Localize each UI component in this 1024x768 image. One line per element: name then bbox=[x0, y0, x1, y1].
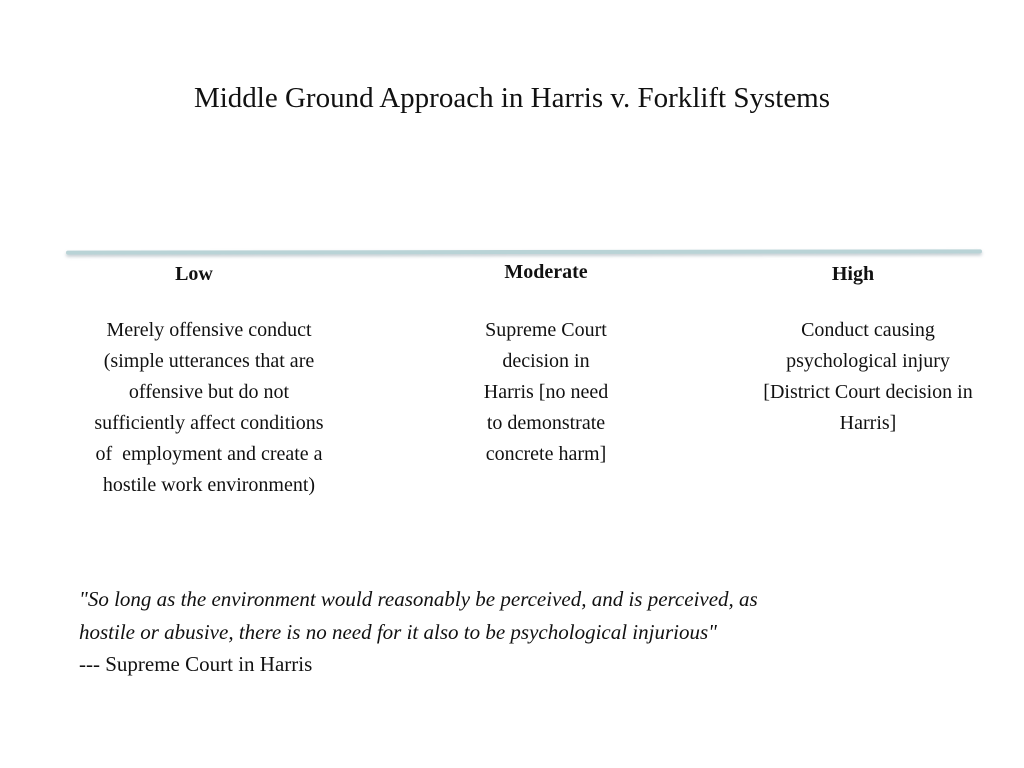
column-line: to demonstrate bbox=[486, 412, 606, 434]
column-body-high bbox=[722, 315, 1014, 439]
column-body-low bbox=[54, 315, 364, 501]
column-line: Harris [no need bbox=[483, 381, 609, 403]
column-body-moderate bbox=[446, 315, 646, 470]
column-line: Conduct causing bbox=[801, 319, 935, 341]
column-line: concrete harm] bbox=[485, 443, 607, 465]
column-line: decision in bbox=[502, 350, 590, 372]
column-heading-high: High bbox=[831, 263, 875, 285]
quote-line: "So long as the environment would reasonably be perceived, and is perceived, as bbox=[79, 587, 758, 611]
quote-attribution: --- Supreme Court in Harris bbox=[79, 652, 313, 676]
column-heading-moderate: Moderate bbox=[504, 261, 588, 283]
column-line: [District Court decision in bbox=[763, 381, 973, 403]
column-line: offensive but do not bbox=[128, 381, 290, 403]
column-line: (simple utterances that are bbox=[103, 350, 315, 372]
column-line: of employment and create a bbox=[95, 443, 323, 465]
column-line: hostile work environment) bbox=[102, 474, 316, 496]
column-line: sufficiently affect conditions bbox=[94, 412, 324, 434]
column-line: Merely offensive conduct bbox=[106, 319, 312, 341]
column-high bbox=[722, 0, 1014, 768]
quote-line: hostile or abusive, there is no need for it also to be psychological injurious" bbox=[79, 620, 717, 644]
column-line: psychological injury bbox=[786, 350, 950, 372]
column-moderate bbox=[446, 0, 646, 768]
supreme-court-quote bbox=[79, 583, 939, 649]
column-heading-low: Low bbox=[175, 263, 213, 285]
column-line: Harris] bbox=[839, 412, 897, 434]
column-line: Supreme Court bbox=[485, 319, 607, 341]
slide-title: Middle Ground Approach in Harris v. Forklift Systems bbox=[193, 82, 831, 114]
